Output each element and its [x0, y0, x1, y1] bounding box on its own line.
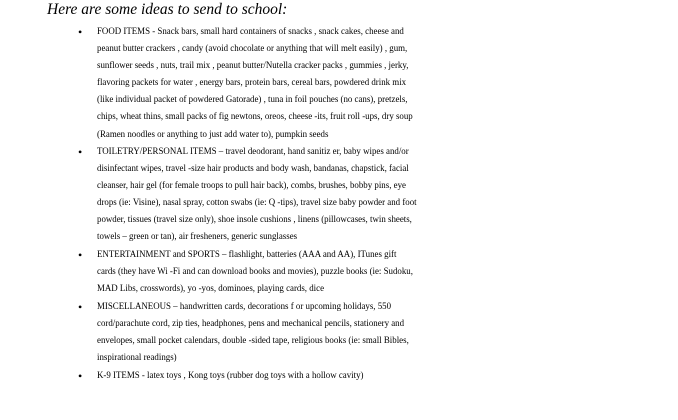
item-text-line: powder, tissues (travel size only), shoe insole cushions , linens (pillowcases, twin sheets,	[97, 214, 412, 225]
item-text-line: inspirational readings)	[97, 352, 177, 363]
list-item-miscellaneous	[97, 298, 677, 366]
bullet-icon: •	[78, 25, 83, 39]
heading: Here are some ideas to send to school:	[47, 1, 288, 18]
list-item-entertainment	[97, 246, 677, 297]
item-text-line: cord/parachute cord, zip ties, headphones, pens and mechanical pencils, stationery and	[97, 318, 405, 329]
item-text-line: flavoring packets for water , energy bars, protein bars, cereal bars, powdered drink mix	[97, 77, 407, 88]
item-text-line: disinfectant wipes, travel -size hair products and body wash, bandanas, chapstick, facial	[97, 163, 409, 174]
item-text-line: FOOD ITEMS - Snack bars, small hard containers of snacks , snack cakes, cheese and	[97, 26, 404, 36]
item-text-line: MISCELLANEOUS – handwritten cards, decorations f or upcoming holidays, 550	[97, 301, 392, 311]
item-text-line: drops (ie: Visine), nasal spray, cotton swabs (ie: Q -tips), travel size baby powder and foot	[97, 197, 417, 208]
item-text-line: cleanser, hair gel (for female troops to pull hair back), combs, brushes, bobby pins, eye	[97, 180, 406, 191]
bullet-icon: •	[78, 248, 83, 262]
item-text-line: peanut butter crackers , candy (avoid chocolate or anything that will melt easily) , gum,	[97, 43, 408, 54]
list-item-k9	[97, 367, 677, 384]
list-item-food	[97, 23, 677, 143]
list-item-toiletry	[97, 143, 677, 246]
item-text-line: chips, wheat thins, small packs of fig newtons, oreos, cheese -its, fruit roll -ups, dry soup	[97, 111, 413, 122]
item-text-line: (like individual packet of powdered Gatorade) , tuna in foil pouches (no cans), pretzels,	[97, 94, 408, 105]
item-text-line: sunflower seeds , nuts, trail mix , peanut butter/Nutella cracker packs , gummies , jerky,	[97, 60, 409, 71]
item-text-line: (Ramen noodles or anything to just add water to), pumpkin seeds	[97, 128, 329, 139]
item-text-line: TOILETRY/PERSONAL ITEMS – travel deodorant, hand sanitiz er, baby wipes and/or	[97, 146, 409, 156]
item-text-line: envelopes, small pocket calendars, double -sided tape, religious books (ie: small Bibles,	[97, 335, 409, 346]
item-text-line: K-9 ITEMS - latex toys , Kong toys (rubber dog toys with a hollow cavity)	[97, 370, 364, 380]
item-text-line: MAD Libs, crosswords), yo -yos, dominoes, playing cards, dice	[97, 283, 325, 294]
item-text-line: cards (they have Wi -Fi and can download books and movies), puzzle books (ie: Sudoku,	[97, 266, 413, 277]
item-text-line: towels – green or tan), air fresheners, generic sunglasses	[97, 231, 298, 242]
item-text-line: ENTERTAINMENT and SPORTS – flashlight, batteries (AAA and AA), ITunes gift	[97, 249, 397, 259]
bullet-icon: •	[78, 369, 83, 383]
bullet-icon: •	[78, 145, 83, 159]
bullet-icon: •	[78, 300, 83, 314]
